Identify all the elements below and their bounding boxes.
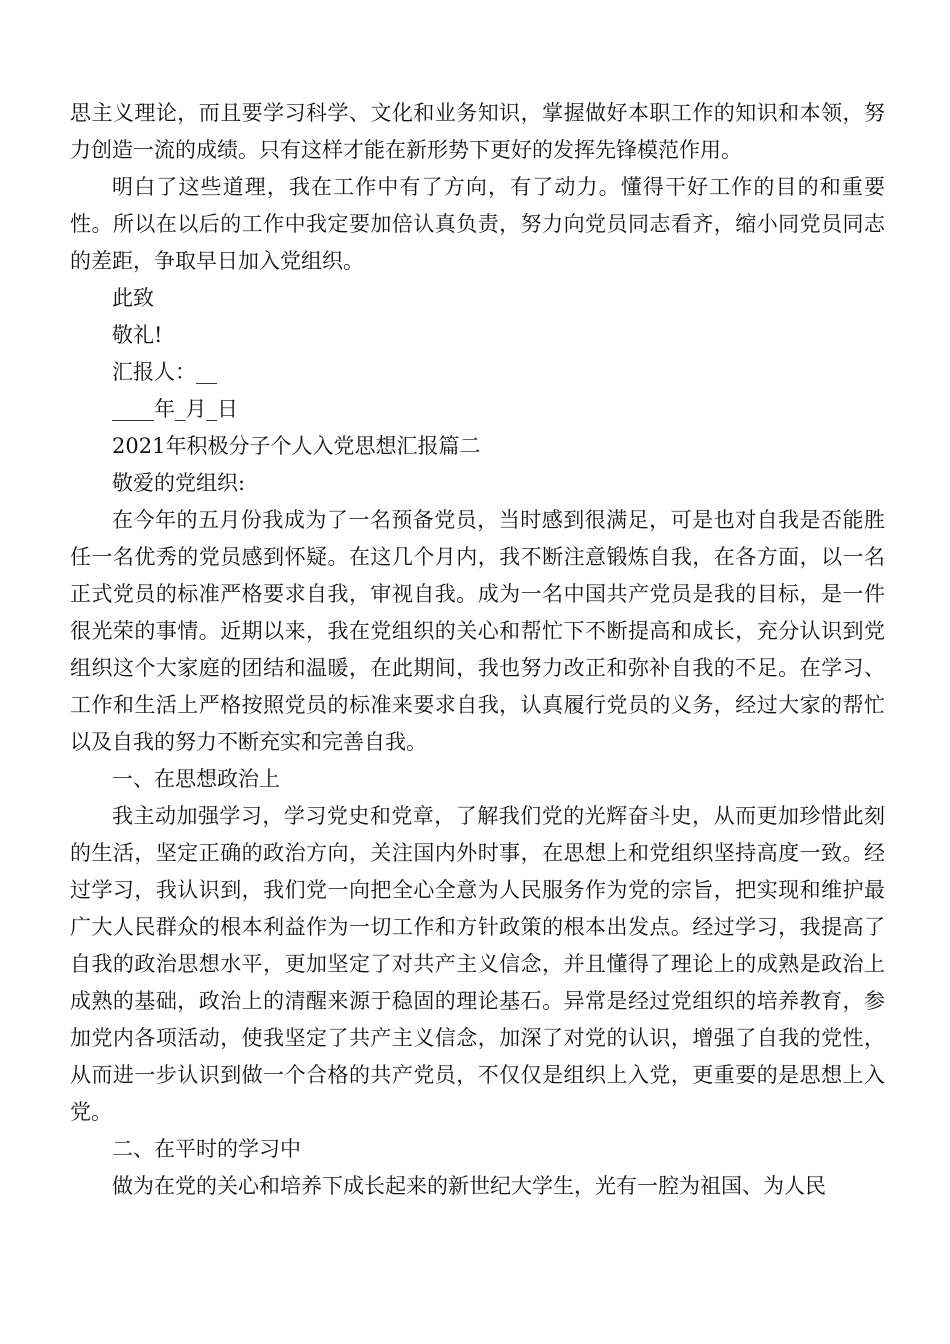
paragraph-understanding: 明白了这些道理，我在工作中有了方向，有了动力。懂得干好工作的目的和重要性。所以在以后的工作中我定要加倍认真负责，努力向党员同志看齐，缩小同党员同志的差距，争取早日加入党组织。	[70, 175, 885, 273]
paragraph-politics: 我主动加强学习，学习党史和党章，了解我们党的光辉奋斗史，从而更加珍惜此刻的生活，坚定正确的政治方向，关注国内外时事，在思想上和党组织坚持高度一致。经过学习，我认识到，我们党一向把全心全意为人民服务作为党的宗旨，把实现和维护最广大人民群众的根本利益作为一切工作和方针政策的根本出发点。经过学习，我提高了自我的政治思想水平，更加坚定了对共产主义信念，并且懂得了理论上的成熟是政治上成熟的基础，政治上的清醒来源于稳固的理论基石。异常是经过党组织的培养教育，参加党内各项活动，使我坚定了共产主义信念，加深了对党的认识，增强了自我的党性，从而进一步认识到做一个合格的共产党员，不仅仅是组织上入党，更重要的是思想上入党。	[70, 804, 885, 1124]
section-heading-politics: 一、在思想政治上	[112, 767, 280, 791]
date-line: ____年_月_日	[112, 397, 238, 421]
closing-respectfully: 此致	[112, 286, 154, 310]
paragraph-continuation: 思主义理论，而且要学习科学、文化和业务知识，掌握做好本职工作的知识和本领，努力创造一流的成绩。只有这样才能在新形势下更好的发挥先锋模范作用。	[70, 101, 885, 162]
closing-salute: 敬礼!	[112, 323, 163, 347]
reporter-line: 汇报人：__	[112, 360, 217, 384]
article-title: 2021年积极分子个人入党思想汇报篇二	[112, 434, 481, 458]
document-page	[70, 95, 885, 1205]
paragraph-study: 做为在党的关心和培养下成长起来的新世纪大学生，光有一腔为祖国、为人民	[112, 1174, 826, 1198]
paragraph-intro: 在今年的五月份我成为了一名预备党员，当时感到很满足，可是也对自我是否能胜任一名优秀的党员感到怀疑。在这几个月内，我不断注意锻炼自我，在各方面，以一名正式党员的标准严格要求自我，审视自我。成为一名中国共产党员是我的目标，是一件很光荣的事情。近期以来，我在党组织的关心和帮忙下不断提高和成长，充分认识到党组织这个大家庭的团结和温暖，在此期间，我也努力改正和弥补自我的不足。在学习、工作和生活上严格按照党员的标准来要求自我，认真履行党员的义务，经过大家的帮忙以及自我的努力不断充实和完善自我。	[70, 508, 885, 754]
salutation: 敬爱的党组织:	[112, 471, 246, 495]
section-heading-study: 二、在平时的学习中	[112, 1137, 301, 1161]
